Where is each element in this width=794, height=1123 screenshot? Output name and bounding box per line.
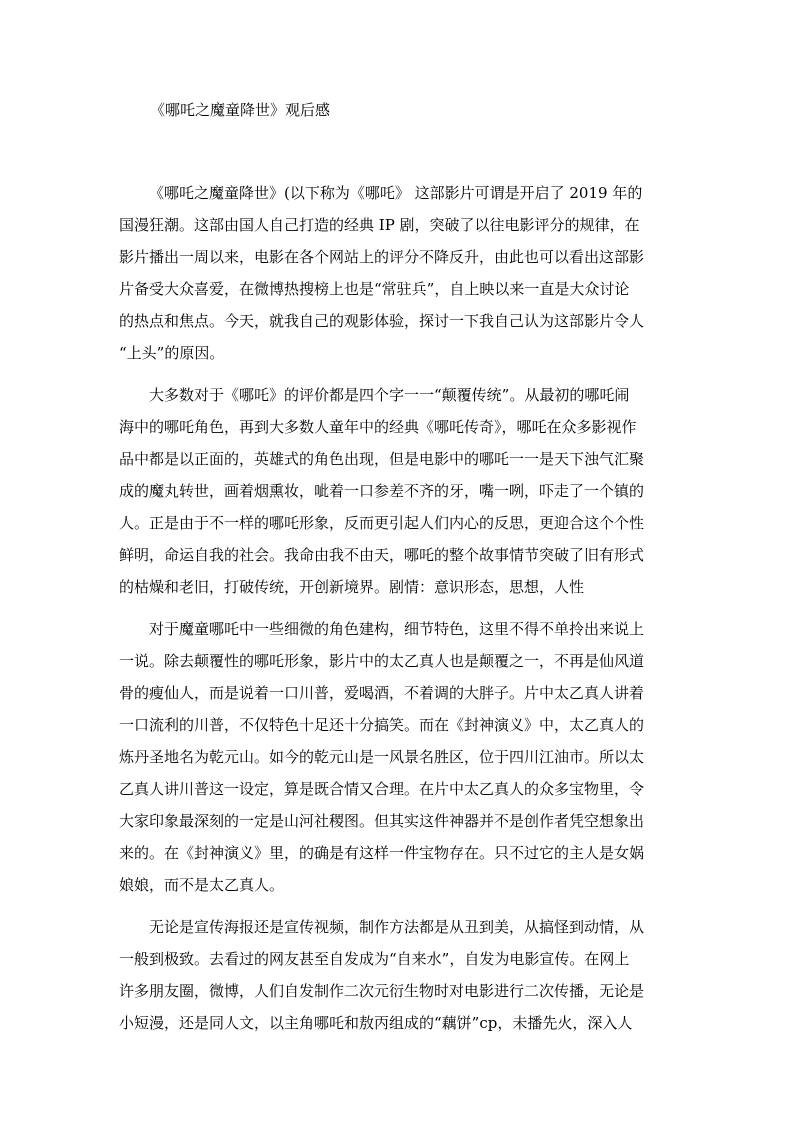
paragraph	[119, 177, 679, 369]
paragraph-line: 海中的哪吒角色，再到大多数人童年中的经典《哪吒传奇》，哪吒在众多影视作	[119, 418, 637, 436]
paragraph-line: 大多数对于《哪吒》的评价都是四个字一一“颠覆传统”。从最初的哪吒闹	[149, 386, 630, 404]
paragraph-line: “上头”的原因。	[119, 344, 225, 362]
paragraph-line: 一口流利的川普，不仅特色十足还十分搞笑。而在《封神演义》中，太乙真人的	[119, 716, 645, 734]
paragraph-line: 小短漫，还是同人文，以主角哪吒和敖丙组成的“藕饼”cp，未播先火，深入人	[119, 1014, 633, 1032]
paragraph-line: 的枯燥和老旧，打破传统，开创新境界。剧情：意识形态，思想，人性	[119, 578, 585, 596]
paragraph-line: 成的魔丸转世，画着烟熏妆，呲着一口参差不齐的牙，嘴一咧，吓走了一个镇的	[119, 482, 645, 500]
paragraph-line: 无论是宣传海报还是宣传视频，制作方法都是从丑到美，从搞怪到动情，从	[149, 918, 645, 936]
paragraph-line: 影片播出一周以来，电影在各个网站上的评分不降反升，由此也可以看出这部影	[119, 248, 645, 266]
paragraph-line: 一般到极致。去看过的网友甚至自发成为“自来水”，自发为电影宣传。在网上	[119, 950, 630, 968]
paragraph	[119, 613, 679, 901]
document-title: 《哪吒之魔童降世》观后感	[150, 101, 331, 119]
paragraph-line: 一说。除去颠覆性的哪吒形象，影片中的太乙真人也是颠覆之一，不再是仙风道	[119, 652, 645, 670]
paragraph-line: 对于魔童哪吒中一些细微的角色建构，细节特色，这里不得不单拎出来说上	[149, 620, 645, 638]
paragraph-line: 《哪吒之魔童降世》(以下称为《哪吒》 这部影片可谓是开启了 2019 年的	[149, 184, 643, 202]
paragraph-line: 人。正是由于不一样的哪吒形象，反而更引起人们内心的反思，更迎合这个个性	[119, 514, 645, 532]
paragraph-line: 乙真人讲川普这一设定，算是既合情又合理。在片中太乙真人的众多宝物里，令	[119, 780, 645, 798]
paragraph-line: 骨的瘦仙人，而是说着一口川普，爱喝酒，不着调的大胖子。片中太乙真人讲着	[119, 684, 645, 702]
paragraph	[119, 911, 679, 1039]
paragraph-line: 娘娘，而不是太乙真人。	[119, 876, 285, 894]
paragraph-line: 鲜明，命运自我的社会。我命由我不由天，哪吒的整个故事情节突破了旧有形式	[119, 546, 645, 564]
paragraph-line: 片备受大众喜爱，在微博热搜榜上也是“常驻兵”，自上映以来一直是大众讨论	[119, 280, 630, 298]
document-body	[119, 177, 679, 1049]
paragraph-line: 品中都是以正面的，英雄式的角色出现，但是电影中的哪吒一一是天下浊气汇聚	[119, 450, 645, 468]
paragraph-line: 的热点和焦点。今天，就我自己的观影体验，探讨一下我自己认为这部影片令人	[119, 312, 645, 330]
paragraph	[119, 379, 679, 603]
paragraph-line: 来的。在《封神演义》里，的确是有这样一件宝物存在。只不过它的主人是女娲	[119, 844, 645, 862]
paragraph-line: 炼丹圣地名为乾元山。如今的乾元山是一风景名胜区，位于四川江油市。所以太	[119, 748, 645, 766]
paragraph-line: 国漫狂潮。这部由国人自己打造的经典 IP 剧，突破了以往电影评分的规律，在	[119, 216, 640, 234]
paragraph-line: 大家印象最深刻的一定是山河社稷图。但其实这件神器并不是创作者凭空想象出	[119, 812, 645, 830]
paragraph-line: 许多朋友圈，微博，人们自发制作二次元衍生物时对电影进行二次传播，无论是	[119, 982, 645, 1000]
